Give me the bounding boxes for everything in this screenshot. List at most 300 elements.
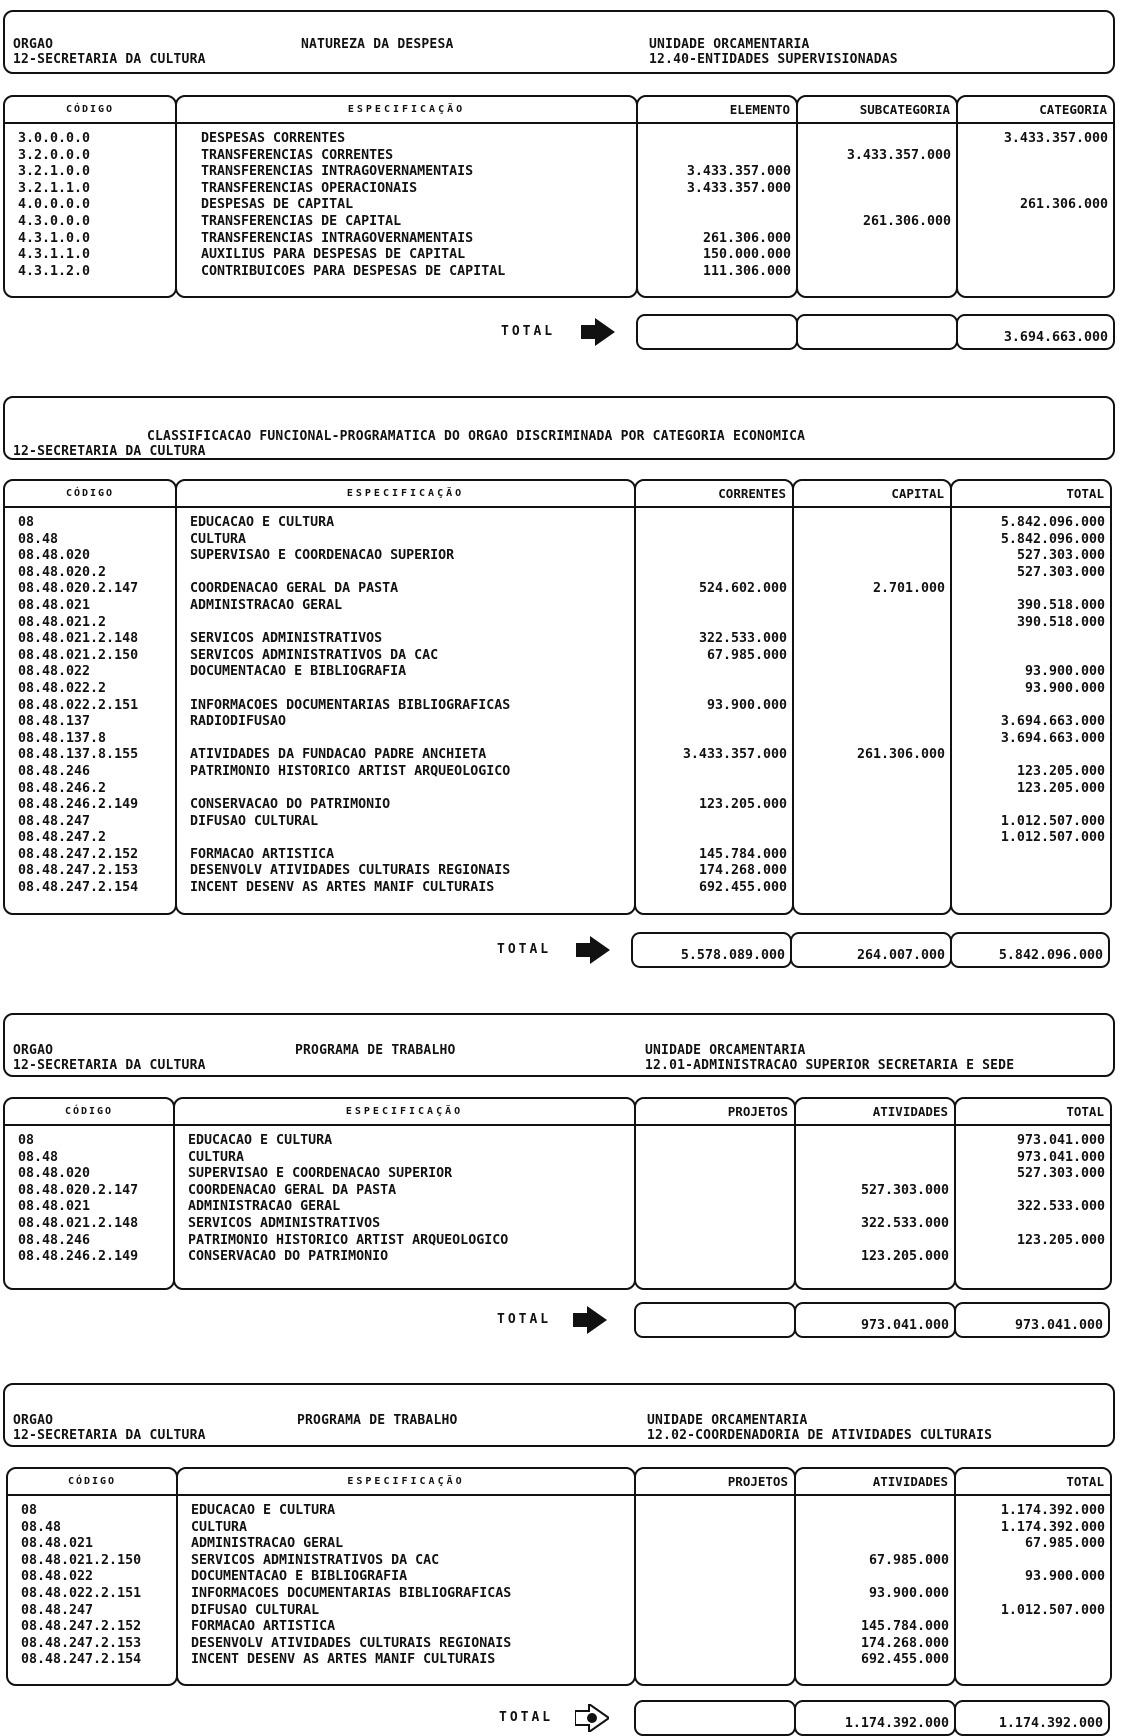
cell-especificacao bbox=[177, 565, 634, 582]
total-categoria: 3.694.663.000 bbox=[956, 314, 1115, 350]
column-header-total: TOTAL bbox=[956, 1099, 1110, 1126]
cell-value bbox=[798, 131, 956, 148]
cell-value bbox=[636, 764, 792, 781]
capital-cells bbox=[794, 515, 950, 897]
total-projetos bbox=[634, 1700, 796, 1736]
total-capital: 264.007.000 bbox=[790, 932, 952, 968]
cell-value: 2.701.000 bbox=[872, 581, 945, 597]
cell-value bbox=[636, 1183, 794, 1200]
cell-value: 1.012.507.000 bbox=[1000, 830, 1105, 846]
cell-value bbox=[794, 814, 950, 831]
cell-especificacao: ADMINISTRACAO GERAL bbox=[188, 1199, 341, 1215]
cell-value bbox=[638, 148, 796, 165]
cell-value bbox=[636, 714, 792, 731]
cell-value bbox=[636, 1216, 794, 1233]
cell-value bbox=[952, 747, 1110, 764]
total-cells bbox=[956, 1133, 1110, 1266]
cell-especificacao: ADMINISTRACAO GERAL bbox=[190, 597, 343, 613]
cell-value: 973.041.000 bbox=[1016, 1149, 1105, 1165]
column-subcategoria bbox=[796, 95, 958, 298]
cell-especificacao: COORDENACAO GERAL DA PASTA bbox=[188, 1182, 397, 1198]
projetos-cells bbox=[636, 1133, 794, 1266]
cell-codigo: 3.2.1.1.0 bbox=[18, 180, 91, 196]
cell-value bbox=[796, 1199, 954, 1216]
total-subcategoria bbox=[796, 314, 958, 350]
cell-value bbox=[956, 1553, 1110, 1570]
cell-value: 123.205.000 bbox=[1016, 763, 1105, 779]
cell-codigo: 08.48.137.8 bbox=[18, 730, 107, 746]
cell-value bbox=[794, 698, 950, 715]
cell-codigo: 4.3.1.2.0 bbox=[18, 263, 91, 279]
cell-value bbox=[794, 714, 950, 731]
data-table bbox=[3, 95, 1115, 298]
total-row bbox=[3, 932, 1115, 968]
cell-codigo: 08.48.247.2.154 bbox=[21, 1652, 142, 1668]
cell-especificacao: ATIVIDADES DA FUNDACAO PADRE ANCHIETA bbox=[190, 747, 487, 763]
column-header-capital: CAPITAL bbox=[794, 481, 950, 508]
cell-especificacao: TRANSFERENCIAS CORRENTES bbox=[201, 147, 394, 163]
column-codigo bbox=[3, 479, 177, 915]
cell-value bbox=[794, 598, 950, 615]
cell-value: 93.900.000 bbox=[868, 1585, 949, 1601]
orgao-value: 12-SECRETARIA DA CULTURA bbox=[13, 52, 206, 67]
cell-value bbox=[798, 247, 956, 264]
cell-especificacao bbox=[177, 681, 634, 698]
report-title: CLASSIFICACAO FUNCIONAL-PROGRAMATICA DO ORGAO DISCRIMINADA POR CATEGORIA ECONOMICA bbox=[147, 429, 806, 444]
cell-value bbox=[636, 1199, 794, 1216]
cell-value bbox=[794, 797, 950, 814]
cell-value bbox=[636, 1150, 794, 1167]
column-projetos bbox=[634, 1097, 796, 1290]
cell-especificacao bbox=[177, 731, 634, 748]
cell-codigo: 08 bbox=[21, 1503, 38, 1518]
cell-codigo: 08.48.020.2 bbox=[18, 564, 107, 580]
column-header-categoria: CATEGORIA bbox=[958, 97, 1113, 124]
codigo-cells bbox=[5, 1133, 173, 1266]
cell-value bbox=[636, 1652, 794, 1669]
cell-codigo: 08.48.022.2.151 bbox=[21, 1585, 142, 1601]
cell-value bbox=[794, 532, 950, 549]
cell-codigo: 3.0.0.0.0 bbox=[18, 131, 91, 146]
cell-especificacao: CONSERVACAO DO PATRIMONIO bbox=[188, 1249, 389, 1265]
cell-value bbox=[796, 1133, 954, 1150]
arrow-right-icon bbox=[575, 1704, 609, 1732]
column-atividades bbox=[794, 1467, 956, 1686]
cell-codigo: 08.48.022 bbox=[18, 664, 91, 680]
cell-especificacao: SERVICOS ADMINISTRATIVOS DA CAC bbox=[191, 1552, 440, 1568]
cell-value: 3.433.357.000 bbox=[686, 180, 791, 196]
cell-especificacao: DESENVOLV ATIVIDADES CULTURAIS REGIONAIS bbox=[190, 863, 511, 879]
column-header-especificacao: ESPECIFICAÇÃO bbox=[177, 481, 634, 508]
cell-codigo: 08.48.020 bbox=[18, 1166, 91, 1182]
codigo-cells bbox=[5, 131, 175, 280]
cell-codigo: 08.48.137.8.155 bbox=[18, 747, 139, 763]
cell-value bbox=[796, 1166, 954, 1183]
cell-value bbox=[636, 1133, 794, 1150]
cell-value bbox=[636, 731, 792, 748]
report-title: NATUREZA DA DESPESA bbox=[301, 37, 454, 52]
cell-value: 261.306.000 bbox=[856, 747, 945, 763]
unidade-value: 12.02-COORDENADORIA DE ATIVIDADES CULTURAIS bbox=[647, 1428, 993, 1443]
cell-codigo: 4.0.0.0.0 bbox=[18, 197, 91, 213]
cell-especificacao: SERVICOS ADMINISTRATIVOS bbox=[190, 631, 383, 647]
cell-value: 692.455.000 bbox=[698, 880, 787, 896]
column-header-atividades: ATIVIDADES bbox=[796, 1099, 954, 1126]
cell-especificacao: TRANSFERENCIAS INTRAGOVERNAMENTAIS bbox=[201, 230, 474, 246]
cell-value bbox=[796, 1503, 954, 1520]
cell-especificacao: ADMINISTRACAO GERAL bbox=[191, 1536, 344, 1552]
cell-value: 3.433.357.000 bbox=[686, 164, 791, 180]
cell-value bbox=[636, 830, 792, 847]
total-label: TOTAL bbox=[499, 1710, 554, 1725]
cell-codigo: 08 bbox=[18, 515, 35, 530]
cell-especificacao bbox=[177, 781, 634, 798]
cell-especificacao: SERVICOS ADMINISTRATIVOS bbox=[188, 1215, 381, 1231]
cell-value: 527.303.000 bbox=[1016, 1166, 1105, 1182]
total-label: TOTAL bbox=[497, 942, 552, 957]
total-atividades: 1.174.392.000 bbox=[794, 1700, 956, 1736]
cell-value bbox=[636, 548, 792, 565]
cell-especificacao: INFORMACOES DOCUMENTARIAS BIBLIOGRAFICAS bbox=[190, 697, 511, 713]
subcategoria-cells bbox=[798, 131, 956, 280]
column-especificacao bbox=[175, 95, 638, 298]
cell-value bbox=[796, 1233, 954, 1250]
cell-value bbox=[636, 781, 792, 798]
column-header-subcategoria: SUBCATEGORIA bbox=[798, 97, 956, 124]
data-table bbox=[3, 1097, 1115, 1290]
cell-value: 3.694.663.000 bbox=[1000, 714, 1105, 730]
column-especificacao bbox=[175, 479, 636, 915]
cell-value bbox=[798, 231, 956, 248]
cell-especificacao: EDUCACAO E CULTURA bbox=[190, 515, 335, 530]
cell-value: 322.533.000 bbox=[860, 1215, 949, 1231]
column-correntes bbox=[634, 479, 794, 915]
cell-especificacao: AUXILIUS PARA DESPESAS DE CAPITAL bbox=[201, 247, 466, 263]
cell-value bbox=[636, 1233, 794, 1250]
cell-value: 93.900.000 bbox=[706, 697, 787, 713]
section-header bbox=[3, 1013, 1115, 1077]
cell-value bbox=[638, 197, 796, 214]
cell-codigo: 08.48.137 bbox=[18, 714, 91, 730]
column-header-especificacao: ESPECIFICAÇÃO bbox=[177, 97, 636, 124]
cell-value bbox=[636, 681, 792, 698]
cell-especificacao: FORMACAO ARTISTICA bbox=[191, 1619, 336, 1635]
codigo-cells bbox=[8, 1503, 176, 1669]
column-header-total: TOTAL bbox=[952, 481, 1110, 508]
column-header-codigo: CÓDIGO bbox=[5, 1099, 173, 1126]
cell-codigo: 08.48.021.2.150 bbox=[21, 1552, 142, 1568]
cell-value: 1.174.392.000 bbox=[1000, 1503, 1105, 1518]
orgao-label: ORGAO bbox=[13, 1413, 54, 1428]
cell-value: 322.533.000 bbox=[698, 631, 787, 647]
cell-value bbox=[796, 1520, 954, 1537]
cell-value bbox=[636, 1520, 794, 1537]
cell-value: 174.268.000 bbox=[698, 863, 787, 879]
cell-value bbox=[958, 231, 1113, 248]
cell-value bbox=[798, 181, 956, 198]
cell-value: 390.518.000 bbox=[1016, 597, 1105, 613]
column-especificacao bbox=[176, 1467, 636, 1686]
cell-value bbox=[956, 1183, 1110, 1200]
cell-especificacao: DESPESAS CORRENTES bbox=[201, 131, 346, 146]
cell-codigo: 08.48.022 bbox=[21, 1569, 94, 1585]
cell-value bbox=[794, 615, 950, 632]
cell-value bbox=[636, 1603, 794, 1620]
cell-value: 1.174.392.000 bbox=[1000, 1519, 1105, 1535]
cell-especificacao bbox=[177, 830, 634, 847]
cell-value bbox=[798, 197, 956, 214]
cell-codigo: 08.48.020 bbox=[18, 548, 91, 564]
total-cells bbox=[956, 1503, 1110, 1669]
atividades-cells bbox=[796, 1503, 954, 1669]
cell-codigo: 08.48 bbox=[18, 1149, 59, 1165]
cell-value bbox=[636, 814, 792, 831]
cell-value: 692.455.000 bbox=[860, 1652, 949, 1668]
cell-especificacao: DIFUSAO CULTURAL bbox=[190, 813, 319, 829]
cell-especificacao: DESENVOLV ATIVIDADES CULTURAIS REGIONAIS bbox=[191, 1635, 512, 1651]
cell-value bbox=[956, 1636, 1110, 1653]
cell-value bbox=[636, 1586, 794, 1603]
cell-value bbox=[794, 781, 950, 798]
cell-value: 390.518.000 bbox=[1016, 614, 1105, 630]
unidade-value: 12.40-ENTIDADES SUPERVISIONADAS bbox=[649, 52, 898, 67]
report-title: PROGRAMA DE TRABALHO bbox=[295, 1043, 456, 1058]
orgao-value: 12-SECRETARIA DA CULTURA bbox=[13, 1428, 206, 1443]
cell-value: 67.985.000 bbox=[1024, 1536, 1105, 1552]
cell-value bbox=[636, 598, 792, 615]
cell-value bbox=[638, 214, 796, 231]
column-total bbox=[950, 479, 1112, 915]
correntes-cells bbox=[636, 515, 792, 897]
column-header-correntes: CORRENTES bbox=[636, 481, 792, 508]
cell-value: 5.842.096.000 bbox=[1000, 531, 1105, 547]
cell-value bbox=[636, 1536, 794, 1553]
cell-codigo: 08.48.247.2.153 bbox=[18, 863, 139, 879]
cell-value bbox=[796, 1536, 954, 1553]
cell-value bbox=[798, 264, 956, 281]
orgao-value: 12-SECRETARIA DA CULTURA bbox=[13, 1058, 206, 1073]
orgao-label: ORGAO bbox=[13, 1043, 54, 1058]
cell-codigo: 08.48.247.2.153 bbox=[21, 1635, 142, 1651]
column-header-total: TOTAL bbox=[956, 1469, 1110, 1496]
cell-codigo: 3.2.1.0.0 bbox=[18, 164, 91, 180]
cell-codigo: 08.48.247.2.152 bbox=[21, 1619, 142, 1635]
unidade-label: UNIDADE ORCAMENTARIA bbox=[647, 1413, 808, 1428]
unidade-value: 12.01-ADMINISTRACAO SUPERIOR SECRETARIA E SEDE bbox=[645, 1058, 1015, 1073]
cell-codigo: 08.48.247.2.154 bbox=[18, 880, 139, 896]
cell-value: 150.000.000 bbox=[702, 247, 791, 263]
column-atividades bbox=[794, 1097, 956, 1290]
cell-especificacao: INCENT DESENV AS ARTES MANIF CULTURAIS bbox=[191, 1652, 496, 1668]
cell-codigo: 08.48.247.2 bbox=[18, 830, 107, 846]
cell-value bbox=[952, 847, 1110, 864]
column-header-codigo: CÓDIGO bbox=[8, 1469, 176, 1496]
total-projetos bbox=[634, 1302, 796, 1338]
cell-especificacao: RADIODIFUSAO bbox=[190, 714, 287, 730]
column-header-elemento: ELEMENTO bbox=[638, 97, 796, 124]
cell-value bbox=[794, 731, 950, 748]
cell-codigo: 08.48.021 bbox=[18, 597, 91, 613]
cell-value: 67.985.000 bbox=[868, 1552, 949, 1568]
column-header-codigo: CÓDIGO bbox=[5, 97, 175, 124]
cell-value bbox=[952, 698, 1110, 715]
section-header bbox=[3, 1383, 1115, 1447]
cell-codigo: 08.48.246.2.149 bbox=[18, 797, 139, 813]
cell-codigo: 08.48 bbox=[21, 1519, 62, 1535]
total-row bbox=[3, 1302, 1115, 1338]
column-total bbox=[954, 1467, 1112, 1686]
column-capital bbox=[792, 479, 952, 915]
data-table bbox=[3, 1467, 1115, 1686]
cell-especificacao: TRANSFERENCIAS OPERACIONAIS bbox=[201, 180, 418, 196]
cell-value bbox=[958, 181, 1113, 198]
cell-especificacao bbox=[177, 615, 634, 632]
cell-especificacao: SUPERVISAO E COORDENACAO SUPERIOR bbox=[188, 1166, 453, 1182]
cell-value: 261.306.000 bbox=[862, 213, 951, 229]
column-especificacao bbox=[173, 1097, 636, 1290]
cell-value bbox=[636, 532, 792, 549]
cell-value: 3.433.357.000 bbox=[846, 147, 951, 163]
cell-value bbox=[794, 880, 950, 897]
cell-value bbox=[794, 764, 950, 781]
orgao-label: ORGAO bbox=[13, 37, 54, 52]
arrow-right-icon bbox=[576, 936, 610, 964]
cell-value bbox=[956, 1652, 1110, 1669]
cell-especificacao: CULTURA bbox=[188, 1149, 245, 1165]
cell-value bbox=[794, 548, 950, 565]
cell-value bbox=[794, 863, 950, 880]
categoria-cells bbox=[958, 131, 1113, 280]
data-table bbox=[3, 479, 1115, 915]
cell-especificacao: INCENT DESENV AS ARTES MANIF CULTURAIS bbox=[190, 880, 495, 896]
cell-codigo: 08.48.247 bbox=[21, 1602, 94, 1618]
unidade-label: UNIDADE ORCAMENTARIA bbox=[649, 37, 810, 52]
cell-value bbox=[952, 648, 1110, 665]
column-projetos bbox=[634, 1467, 796, 1686]
total-row bbox=[3, 314, 1115, 350]
cell-especificacao: INFORMACOES DOCUMENTARIAS BIBLIOGRAFICAS bbox=[191, 1585, 512, 1601]
cell-especificacao: EDUCACAO E CULTURA bbox=[188, 1133, 333, 1148]
cell-value bbox=[956, 1619, 1110, 1636]
section-header bbox=[3, 396, 1115, 460]
cell-value: 1.012.507.000 bbox=[1000, 813, 1105, 829]
cell-value: 524.602.000 bbox=[698, 581, 787, 597]
atividades-cells bbox=[796, 1133, 954, 1266]
total-elemento bbox=[636, 314, 798, 350]
total-label: TOTAL bbox=[497, 1312, 552, 1327]
cell-value: 123.205.000 bbox=[1016, 780, 1105, 796]
cell-especificacao: CONSERVACAO DO PATRIMONIO bbox=[190, 797, 391, 813]
cell-value bbox=[794, 664, 950, 681]
column-elemento bbox=[636, 95, 798, 298]
cell-value: 145.784.000 bbox=[860, 1619, 949, 1635]
cell-value bbox=[636, 1166, 794, 1183]
cell-value bbox=[794, 830, 950, 847]
cell-especificacao: DESPESAS DE CAPITAL bbox=[201, 197, 354, 213]
unidade-label: UNIDADE ORCAMENTARIA bbox=[645, 1043, 806, 1058]
cell-especificacao: PATRIMONIO HISTORICO ARTIST ARQUEOLOGICO bbox=[188, 1232, 509, 1248]
cell-value bbox=[794, 631, 950, 648]
cell-value: 3.433.357.000 bbox=[682, 747, 787, 763]
cell-value: 93.900.000 bbox=[1024, 680, 1105, 696]
column-categoria bbox=[956, 95, 1115, 298]
cell-codigo: 08.48.246 bbox=[18, 763, 91, 779]
column-header-projetos: PROJETOS bbox=[636, 1469, 794, 1496]
cell-especificacao: EDUCACAO E CULTURA bbox=[191, 1503, 336, 1518]
cell-value bbox=[958, 164, 1113, 181]
cell-especificacao: DIFUSAO CULTURAL bbox=[191, 1602, 320, 1618]
cell-codigo: 08.48.247.2.152 bbox=[18, 846, 139, 862]
cell-value: 3.694.663.000 bbox=[1000, 730, 1105, 746]
cell-value bbox=[636, 1249, 794, 1266]
cell-value bbox=[952, 797, 1110, 814]
cell-value bbox=[956, 1216, 1110, 1233]
cell-value bbox=[636, 515, 792, 532]
cell-value bbox=[958, 247, 1113, 264]
cell-codigo: 4.3.1.0.0 bbox=[18, 230, 91, 246]
cell-codigo: 08.48.247 bbox=[18, 813, 91, 829]
cell-value bbox=[798, 164, 956, 181]
codigo-cells bbox=[5, 515, 175, 897]
cell-codigo: 08.48.020.2.147 bbox=[18, 581, 139, 597]
cell-especificacao: CONTRIBUICOES PARA DESPESAS DE CAPITAL bbox=[201, 263, 506, 279]
cell-value: 123.205.000 bbox=[1016, 1232, 1105, 1248]
cell-codigo: 08.48.021.2.148 bbox=[18, 631, 139, 647]
cell-value: 261.306.000 bbox=[1019, 197, 1108, 213]
especificacao-cells bbox=[177, 131, 636, 280]
cell-value: 973.041.000 bbox=[1016, 1133, 1105, 1148]
cell-value: 93.900.000 bbox=[1024, 1569, 1105, 1585]
column-total bbox=[954, 1097, 1112, 1290]
cell-codigo: 08.48.021.2 bbox=[18, 614, 107, 630]
cell-codigo: 08.48.022.2.151 bbox=[18, 697, 139, 713]
cell-value bbox=[638, 131, 796, 148]
cell-codigo: 08.48 bbox=[18, 531, 59, 547]
cell-especificacao: CULTURA bbox=[190, 531, 247, 547]
arrow-right-icon bbox=[573, 1306, 607, 1334]
cell-value bbox=[794, 515, 950, 532]
cell-especificacao: DOCUMENTACAO E BIBLIOGRAFIA bbox=[190, 664, 407, 680]
cell-value bbox=[958, 214, 1113, 231]
cell-value bbox=[636, 615, 792, 632]
section-header bbox=[3, 10, 1115, 74]
total-total: 1.174.392.000 bbox=[954, 1700, 1110, 1736]
cell-especificacao: DOCUMENTACAO E BIBLIOGRAFIA bbox=[191, 1569, 408, 1585]
cell-value bbox=[636, 664, 792, 681]
cell-value bbox=[952, 631, 1110, 648]
cell-especificacao: CULTURA bbox=[191, 1519, 248, 1535]
total-total: 973.041.000 bbox=[954, 1302, 1110, 1338]
cell-value bbox=[794, 648, 950, 665]
cell-especificacao: SUPERVISAO E COORDENACAO SUPERIOR bbox=[190, 548, 455, 564]
cell-value bbox=[636, 1636, 794, 1653]
cell-codigo: 08.48.021 bbox=[18, 1199, 91, 1215]
cell-value bbox=[958, 148, 1113, 165]
column-codigo bbox=[3, 1097, 175, 1290]
cell-value: 3.433.357.000 bbox=[1003, 131, 1108, 146]
especificacao-cells bbox=[177, 515, 634, 897]
cell-value: 123.205.000 bbox=[860, 1249, 949, 1265]
cell-codigo: 08.48.020.2.147 bbox=[18, 1182, 139, 1198]
orgao-value: 12-SECRETARIA DA CULTURA bbox=[13, 444, 206, 459]
cell-codigo: 4.3.0.0.0 bbox=[18, 213, 91, 229]
cell-codigo: 08.48.021.2.150 bbox=[18, 647, 139, 663]
total-correntes: 5.578.089.000 bbox=[631, 932, 792, 968]
column-codigo bbox=[6, 1467, 178, 1686]
cell-especificacao: FORMACAO ARTISTICA bbox=[190, 846, 335, 862]
cell-value bbox=[636, 565, 792, 582]
column-header-especificacao: ESPECIFICAÇÃO bbox=[175, 1099, 634, 1126]
